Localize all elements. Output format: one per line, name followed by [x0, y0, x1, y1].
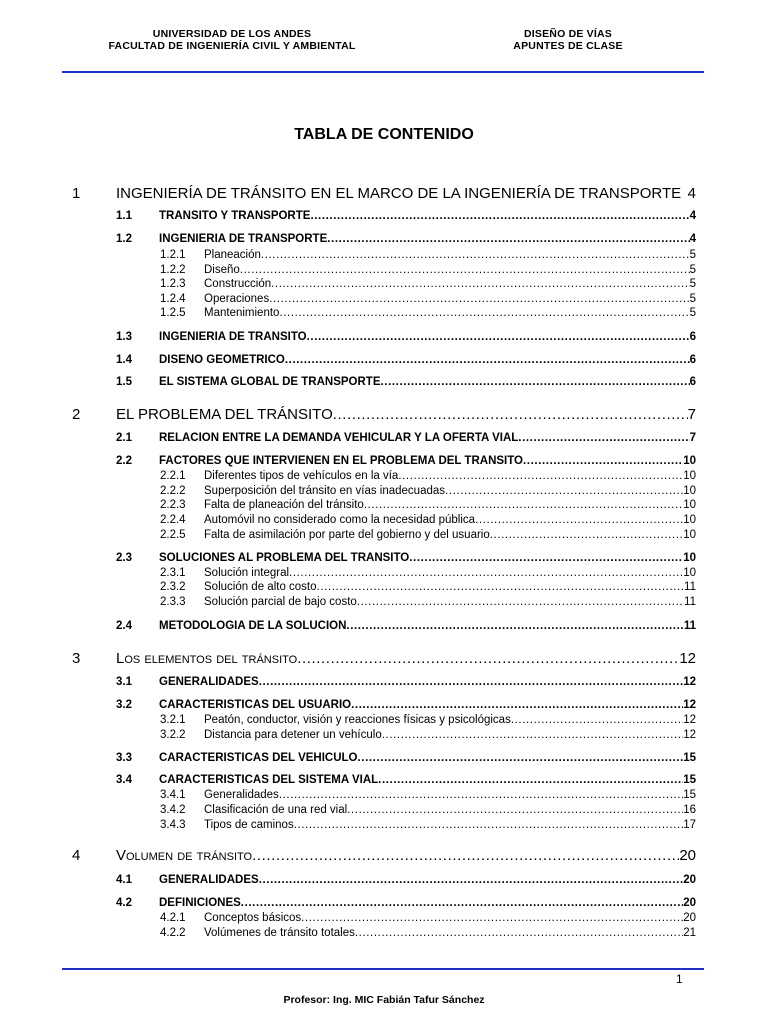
toc-entry-title: FACTORES QUE INTERVIENEN EN EL PROBLEMA DEL TRÁNSITO [159, 455, 524, 467]
toc-entry-level3 [160, 514, 696, 528]
toc-entry-level3 [160, 499, 696, 513]
dot-leader [317, 581, 685, 593]
toc-entry-level3 [160, 264, 696, 278]
toc-entry-page: 10 [683, 499, 696, 511]
toc-entry-level3 [160, 470, 696, 484]
header-university: UNIVERSIDAD DE LOS ANDES [152, 28, 312, 40]
dot-leader [269, 293, 689, 305]
toc-entry-title: Falta de asimilación por parte del gobierno y del usuario [204, 529, 490, 541]
toc-entry-title: Volúmenes de tránsito totales [204, 927, 355, 939]
toc-entry-level3 [160, 307, 696, 321]
toc-entry-title: Diferentes tipos de vehículos en la vía [204, 470, 399, 482]
toc-entry-number: 2.2.2 [160, 485, 186, 497]
toc-entry-level2 [116, 233, 696, 248]
dot-leader [357, 596, 684, 608]
toc-entry-level1 [72, 650, 696, 670]
dot-leader [347, 804, 683, 816]
dot-leader [241, 897, 683, 909]
toc-entry-title: CARACTERÍSTICAS DEL SISTEMA VIAL [159, 774, 379, 786]
toc-entry-level2 [116, 874, 696, 889]
toc-entry-title: EL SISTEMA GLOBAL DE TRANSPORTE [159, 376, 381, 388]
toc-entry-title: TRÁNSITO Y TRANSPORTE [159, 210, 311, 222]
dot-leader [445, 485, 683, 497]
toc-entry-title: Clasificación de una red vial [204, 804, 348, 816]
toc-entry-level1 [72, 185, 696, 205]
toc-entry-level3 [160, 529, 696, 543]
toc-entry-page: 10 [683, 485, 696, 497]
toc-entry-number: 3.4.2 [160, 804, 186, 816]
toc-entry-number: 1.2.5 [160, 307, 186, 319]
toc-entry-number: 4.2 [116, 897, 132, 909]
toc-entry-level3 [160, 729, 696, 743]
toc-entry-title: Diseño [204, 264, 240, 276]
toc-entry-page: 15 [683, 752, 696, 764]
toc-entry-number: 3.4.3 [160, 819, 186, 831]
dot-leader [294, 819, 684, 831]
toc-entry-title: Tipos de caminos [204, 819, 294, 831]
header-notes: APUNTES DE CLASE [513, 40, 623, 52]
toc-entry-level3 [160, 581, 696, 595]
toc-entry-level3 [160, 596, 696, 610]
toc-entry-number: 3.2.1 [160, 714, 186, 726]
toc-entry-title: Volumen de tránsito [116, 847, 253, 864]
toc-entry-title: Peatón, conductor, visión y reacciones físicas y psicológicas [204, 714, 511, 726]
toc-entry-level2 [116, 210, 696, 225]
toc-entry-page: 4 [687, 185, 696, 202]
toc-entry-level2 [116, 774, 696, 789]
toc-entry-number: 1 [72, 185, 81, 202]
toc-entry-page: 5 [689, 278, 696, 290]
toc-entry-title: Distancia para detener un vehículo [204, 729, 382, 741]
dot-leader [358, 752, 684, 764]
header-course-name: DISEÑO DE VÍAS [524, 28, 612, 40]
dot-leader [259, 676, 684, 688]
page-number: 1 [676, 972, 683, 986]
header-course [468, 28, 668, 52]
toc-entry-level2 [116, 699, 696, 714]
toc-entry-number: 1.5 [116, 376, 132, 388]
toc-entry-number: 3.1 [116, 676, 132, 688]
toc-entry-level2 [116, 676, 696, 691]
toc-entry-number: 3.3 [116, 752, 132, 764]
toc-entry-title: Falta de planeación del tránsito [204, 499, 364, 511]
toc-entry-title: INGENIERÍA DE TRÁNSITO EN EL MARCO DE LA INGENIERÍA DE TRANSPORTE [116, 185, 682, 202]
toc-entry-page: 5 [689, 307, 696, 319]
toc-entry-title: Generalidades [204, 789, 279, 801]
dot-leader [310, 210, 689, 222]
toc-entry-page: 11 [684, 581, 696, 593]
toc-entry-page: 12 [683, 729, 696, 741]
toc-entry-title: Mantenimiento [204, 307, 280, 319]
toc-entry-number: 2 [72, 406, 81, 423]
header-divider [62, 71, 704, 73]
toc-entry-number: 1.2.2 [160, 264, 186, 276]
toc-entry-number: 1.2 [116, 233, 132, 245]
toc-entry-number: 1.2.4 [160, 293, 186, 305]
dot-leader [307, 331, 690, 343]
toc-entry-level2 [116, 376, 696, 391]
toc-entry-number: 2.2.5 [160, 529, 186, 541]
toc-entry-number: 2.3.1 [160, 567, 186, 579]
dot-leader [355, 927, 683, 939]
dot-leader [333, 406, 688, 423]
toc-entry-number: 3.2 [116, 699, 132, 711]
toc-entry-page: 12 [683, 676, 696, 688]
toc-entry-number: 2.2 [116, 455, 132, 467]
toc-entry-page: 6 [689, 354, 696, 366]
toc-entry-number: 4.1 [116, 874, 132, 886]
toc-entry-title: INGENIERÍA DE TRÁNSITO [159, 331, 307, 343]
toc-entry-level2 [116, 752, 696, 767]
toc-entry-page: 4 [689, 210, 696, 222]
toc-entry-number: 4 [72, 847, 81, 864]
toc-entry-page: 21 [683, 927, 696, 939]
toc-entry-title: EL PROBLEMA DEL TRÁNSITO [116, 406, 333, 423]
dot-leader [409, 552, 683, 564]
footer-professor: Profesor: Ing. MIC Fabián Tafur Sánchez [283, 994, 485, 1006]
toc-entry-level3 [160, 927, 696, 941]
toc-entry-number: 2.4 [116, 620, 132, 632]
toc-entry-number: 3 [72, 650, 81, 667]
toc-entry-level1 [72, 847, 696, 867]
toc-entry-level3 [160, 567, 696, 581]
toc-entry-level2 [116, 331, 696, 346]
toc-entry-page: 4 [689, 233, 696, 245]
toc-entry-level3 [160, 249, 696, 263]
toc-entry-title: DEFINICIONES [159, 897, 241, 909]
toc-entry-level3 [160, 278, 696, 292]
dot-leader [289, 567, 683, 579]
toc-entry-page: 20 [683, 897, 696, 909]
toc-entry-number: 2.3 [116, 552, 132, 564]
dot-leader [511, 714, 683, 726]
toc-entry-title: Solución parcial de bajo costo [204, 596, 357, 608]
header-institution [62, 28, 402, 52]
toc-entry-title: INGENIERÍA DE TRANSPORTE [159, 233, 328, 245]
toc-entry-number: 3.2.2 [160, 729, 186, 741]
toc-entry-page: 16 [683, 804, 696, 816]
toc-entry-page: 6 [689, 331, 696, 343]
toc-entry-page: 11 [683, 620, 696, 632]
toc-entry-level3 [160, 485, 696, 499]
toc-entry-title: Conceptos básicos [204, 912, 302, 924]
dot-leader [327, 233, 689, 245]
toc-entry-level3 [160, 293, 696, 307]
dot-leader [279, 307, 689, 319]
toc-entry-number: 1.1 [116, 210, 132, 222]
toc-entry-title: Construcción [204, 278, 272, 290]
dot-leader [252, 847, 679, 864]
dot-leader [285, 354, 690, 366]
toc-entry-number: 2.2.4 [160, 514, 186, 526]
toc-entry-title: RELACIÓN ENTRE LA DEMANDA VEHICULAR Y LA OFERTA VIAL [159, 432, 519, 444]
toc-entry-number: 4.2.2 [160, 927, 186, 939]
toc-entry-number: 2.3.3 [160, 596, 186, 608]
toc-entry-title: Automóvil no considerado como la necesidad pública [204, 514, 476, 526]
toc-entry-page: 17 [683, 819, 696, 831]
toc-entry-number: 3.4.1 [160, 789, 186, 801]
toc-entry-title: CARACTERÍSTICAS DEL VEHÍCULO [159, 752, 358, 764]
toc-entry-page: 10 [683, 567, 696, 579]
toc-entry-number: 2.2.3 [160, 499, 186, 511]
toc-entry-page: 10 [683, 552, 696, 564]
toc-entry-page: 10 [683, 529, 696, 541]
toc-entry-page: 12 [683, 714, 696, 726]
dot-leader [382, 729, 683, 741]
toc-entry-page: 7 [687, 406, 696, 423]
toc-entry-title: GENERALIDADES [159, 676, 259, 688]
toc-entry-title: Superposición del tránsito en vías inadecuadas [204, 485, 446, 497]
toc-entry-title: METODOLOGÍA DE LA SOLUCIÓN [159, 620, 347, 632]
toc-entry-level3 [160, 789, 696, 803]
page-title: TABLA DE CONTENIDO [294, 126, 474, 143]
toc-entry-number: 2.1 [116, 432, 132, 444]
toc-entry-title: Operaciones [204, 293, 270, 305]
toc-entry-page: 10 [683, 455, 696, 467]
toc-entry-page: 10 [683, 514, 696, 526]
dot-leader [490, 529, 683, 541]
toc-entry-page: 5 [689, 293, 696, 305]
toc-entry-page: 20 [683, 912, 696, 924]
toc-entry-page: 20 [683, 874, 696, 886]
toc-entry-level3 [160, 912, 696, 926]
toc-entry-number: 2.2.1 [160, 470, 186, 482]
toc-entry-page: 12 [683, 699, 696, 711]
toc-entry-level2 [116, 897, 696, 912]
toc-entry-number: 2.3.2 [160, 581, 186, 593]
toc-entry-level3 [160, 819, 696, 833]
dot-leader [279, 789, 683, 801]
toc-entry-page: 20 [679, 847, 696, 864]
toc-entry-title: GENERALIDADES [159, 874, 259, 886]
toc-entry-page: 15 [683, 774, 696, 786]
toc-entry-number: 1.3 [116, 331, 132, 343]
dot-leader [301, 912, 683, 924]
toc-entry-page: 10 [683, 470, 696, 482]
toc-entry-page: 15 [683, 789, 696, 801]
toc-entry-title: Solución integral [204, 567, 290, 579]
dot-leader [381, 376, 690, 388]
toc-entry-level2 [116, 552, 696, 567]
toc-entry-number: 4.2.1 [160, 912, 186, 924]
dot-leader [518, 432, 689, 444]
toc-entry-title: SOLUCIONES AL PROBLEMA DEL TRÁNSITO [159, 552, 410, 564]
dot-leader [378, 774, 683, 786]
dot-leader [271, 278, 689, 290]
toc-entry-page: 12 [679, 650, 696, 667]
toc-entry-page: 7 [689, 432, 696, 444]
footer-divider [62, 968, 704, 970]
dot-leader [297, 650, 679, 667]
toc-entry-title: Solución de alto costo [204, 581, 317, 593]
dot-leader [346, 620, 683, 632]
toc-entry-title: Los elementos del tránsito [116, 650, 298, 667]
toc-entry-level2 [116, 455, 696, 470]
toc-entry-number: 1.2.3 [160, 278, 186, 290]
toc-entry-level1 [72, 406, 696, 426]
toc-entry-level2 [116, 432, 696, 447]
toc-entry-page: 5 [689, 264, 696, 276]
dot-leader [259, 874, 684, 886]
dot-leader [261, 249, 690, 261]
toc-entry-page: 11 [684, 596, 696, 608]
toc-entry-level3 [160, 714, 696, 728]
dot-leader [523, 455, 683, 467]
toc-entry-level2 [116, 354, 696, 369]
toc-entry-level2 [116, 620, 696, 635]
toc-entry-title: DISEÑO GEOMÉTRICO [159, 354, 285, 366]
dot-leader [364, 499, 683, 511]
dot-leader [475, 514, 683, 526]
header-faculty: FACULTAD DE INGENIERÍA CIVIL Y AMBIENTAL [108, 40, 356, 52]
toc-entry-title: CARACTERÍSTICAS DEL USUARIO [159, 699, 352, 711]
toc-entry-number: 1.4 [116, 354, 132, 366]
toc-entry-page: 5 [689, 249, 696, 261]
toc-entry-page: 6 [689, 376, 696, 388]
toc-entry-title: Planeación [204, 249, 261, 261]
dot-leader [351, 699, 683, 711]
dot-leader [240, 264, 690, 276]
toc-entry-number: 3.4 [116, 774, 132, 786]
toc-entry-number: 1.2.1 [160, 249, 186, 261]
toc-entry-level3 [160, 804, 696, 818]
dot-leader [398, 470, 683, 482]
